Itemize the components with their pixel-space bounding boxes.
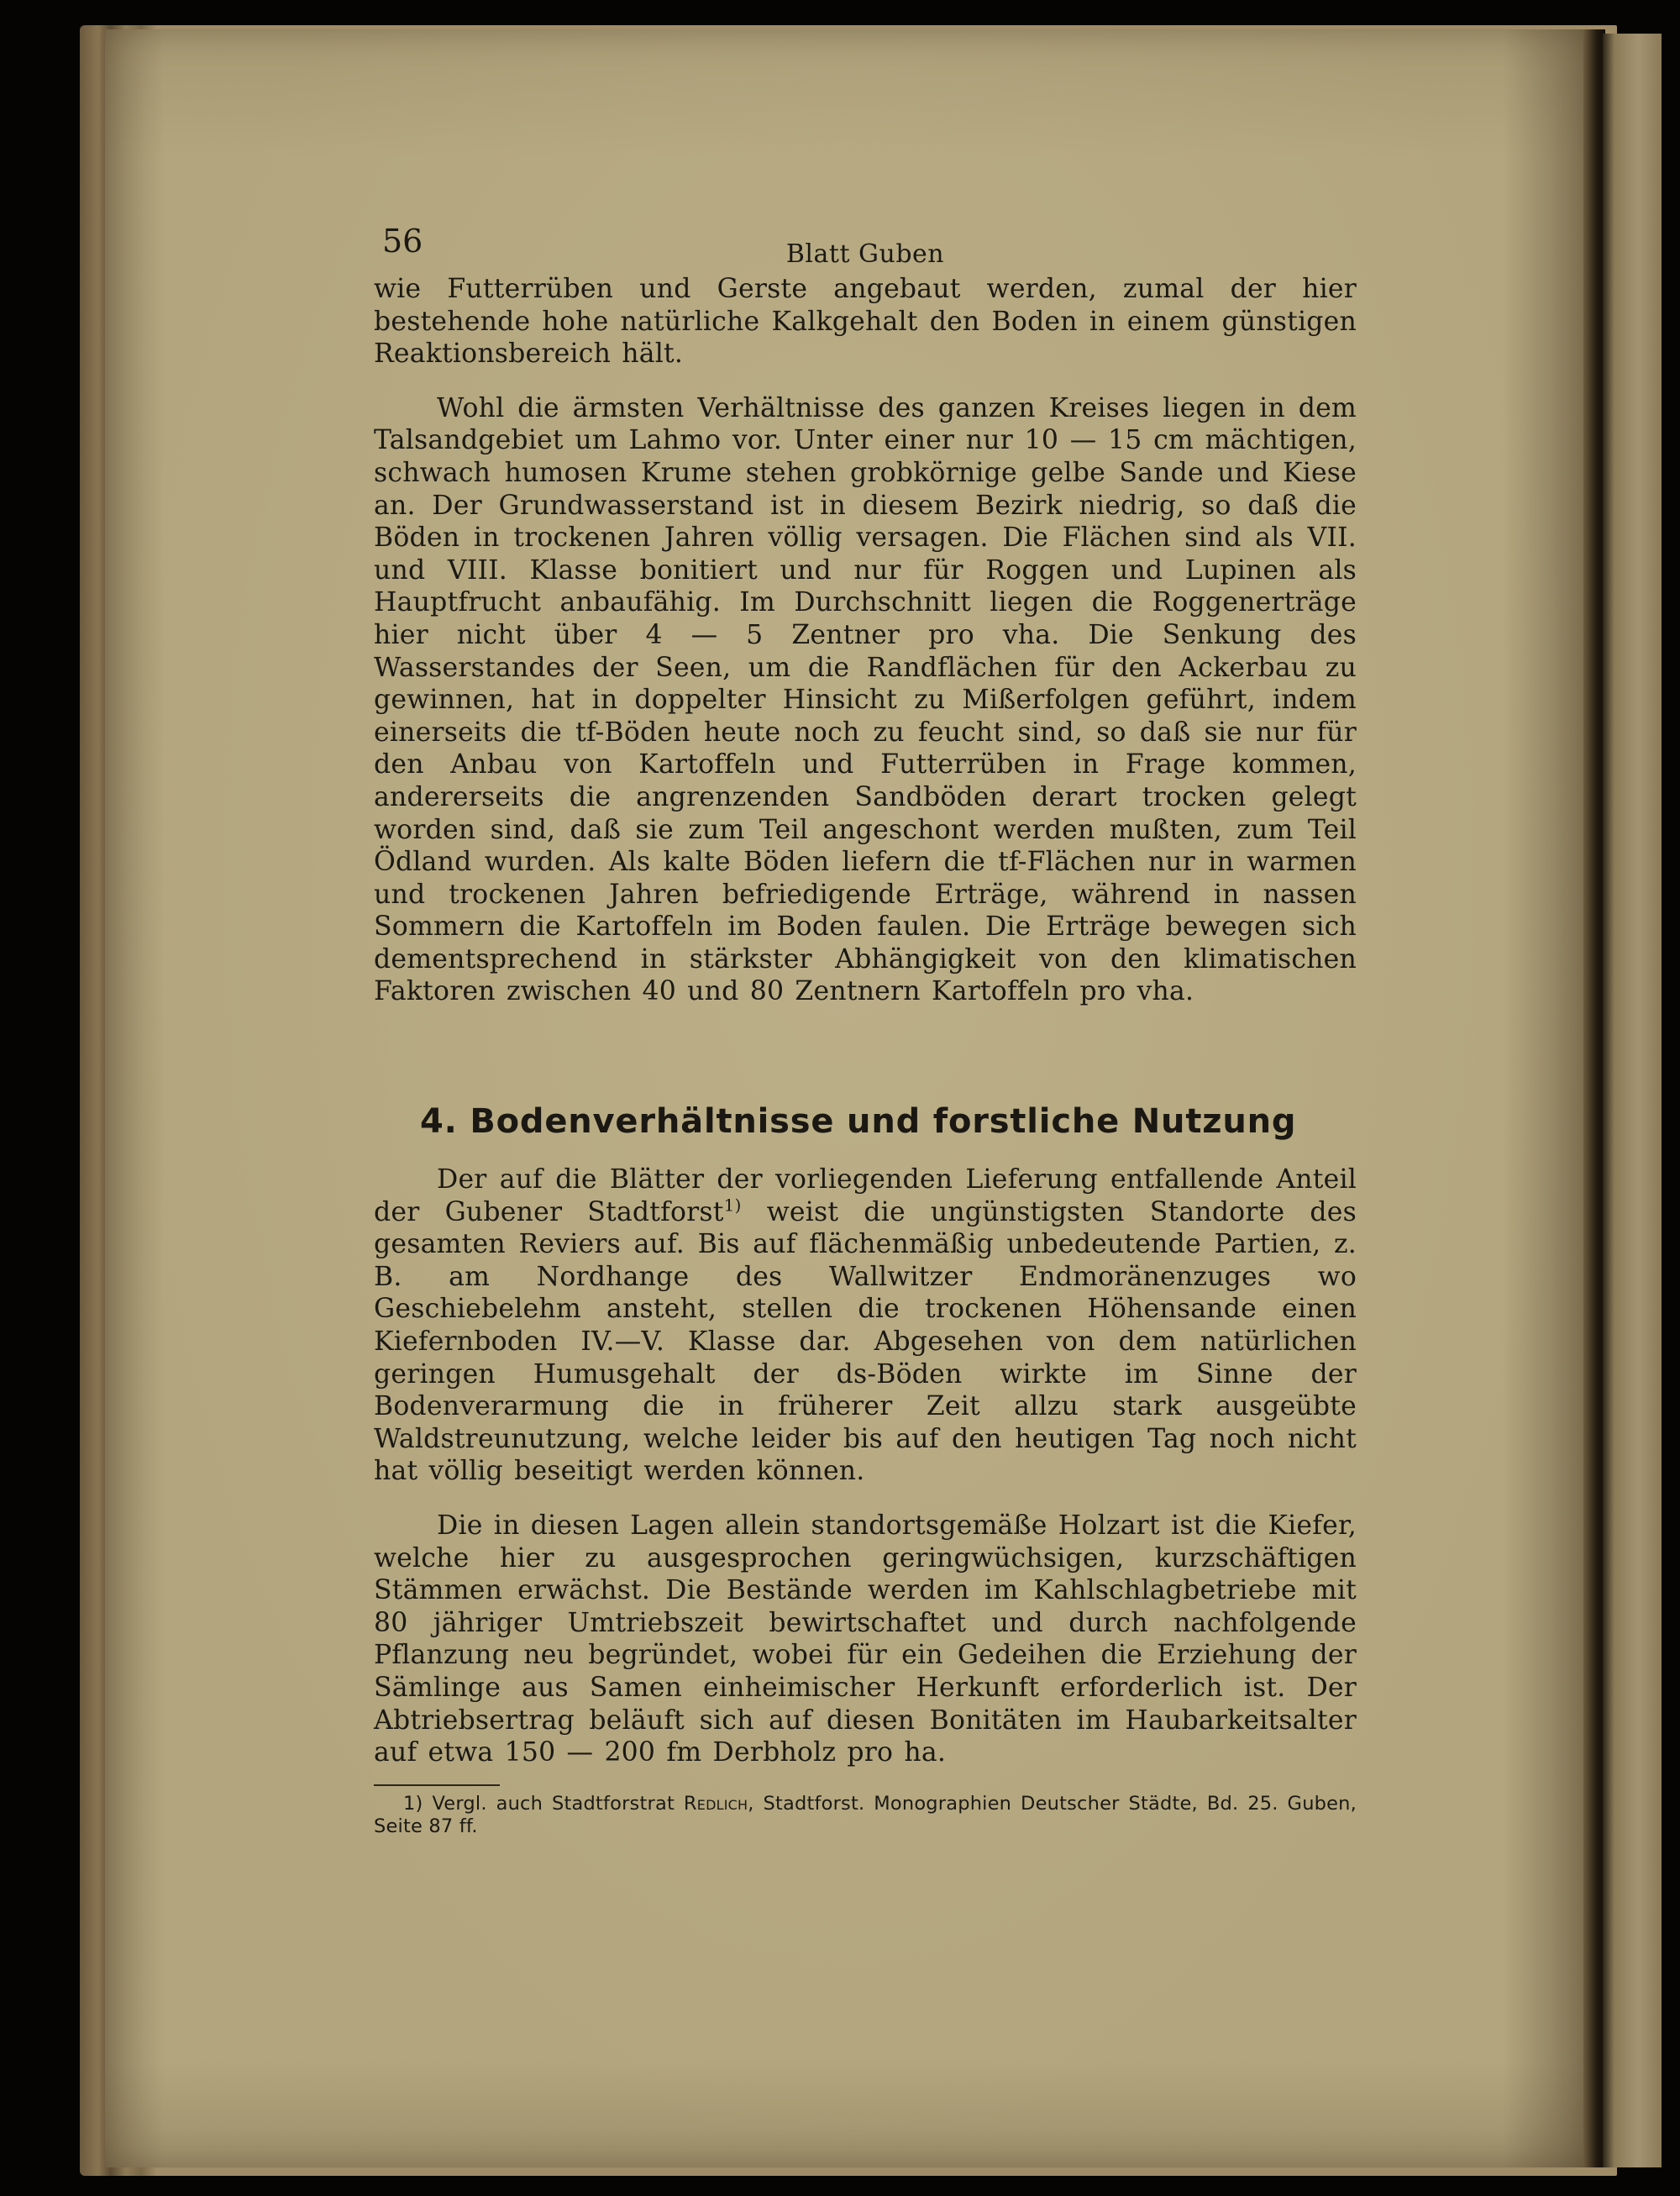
running-head xyxy=(374,223,1357,273)
footnote-author: Redlich xyxy=(683,1792,748,1815)
paragraph-talsandgebiet: Wohl die ärmsten Verhältnisse des ganzen Kreises liegen in dem Talsandgebiet um Lahmo vor. Unter einer nur 10 — 15 cm mächtigen, schwach humosen Krume stehen grobkörnige gelbe Sande und Kiese an. Der Grundwasserstand ist in diesem Bezirk niedrig, so daß die Böden in trockenen Jahren völlig versagen. Die Flächen sind als VII. und VIII. Klasse bonitiert und nur für Roggen und Lupinen als Hauptfrucht anbaufähig. Im Durchschnitt liegen die Roggenerträge hier nicht über 4 — 5 Zentner pro vha. Die Senkung des Wasserstandes der Seen, um die Randflächen für den Ackerbau zu gewinnen, hat in doppelter Hinsicht zu Mißerfolgen geführt, indem einerseits die tf-Böden heute noch zu feucht sind, so daß sie nur für den Anbau von Kartoffeln und Futterrüben in Frage kommen, andererseits die angrenzenden Sandböden derart trocken gelegt worden sind, daß sie zum Teil angeschont werden mußten, zum Teil Ödland wurden. Als kalte Böden liefern die tf-Flächen nur in warmen und trockenen Jahren befriedigende Erträge, während in nassen Sommern die Kartoffeln im Boden faulen. Die Erträge bewegen sich dementsprechend in stärkster Abhängigkeit von den klimatischen Faktoren zwischen 40 und 80 Zentnern Kartoffeln pro vha. xyxy=(374,392,1357,1007)
next-page-edge xyxy=(1603,34,1662,2167)
footnote-text-1: Vergl. auch Stadtforstrat xyxy=(423,1792,684,1815)
footnote-marker: 1) xyxy=(403,1792,423,1815)
paragraph-stadtforst-text-2: weist die ungünstigsten Standorte des gesamten Reviers auf. Bis auf flächenmäßig unbedeutende Partien, z. B. am Nordhange des Wallwitzer Endmoränenzuges wo Geschiebelehm ansteht, stellen die trockenen Höhensande einen Kiefernboden IV.—V. Klasse dar. Abgesehen von dem natürlichen geringen Humusgehalt der ds-Böden wirkte im Sinne der Bodenverarmung die in früherer Zeit allzu stark ausgeübte Waldstreunutzung, welche leider bis auf den heutigen Tag noch nicht hat völlig beseitigt werden können. xyxy=(374,1196,1357,1487)
running-title: Blatt Guben xyxy=(785,239,945,269)
page-number: 56 xyxy=(382,223,423,260)
footnote xyxy=(374,1793,1357,1838)
footnote-text-2: , Stadtforst. Monographien Deutscher Städte, Bd. 25. Guben, Seite 87 ff. xyxy=(374,1792,1357,1837)
paragraph-stadtforst xyxy=(374,1164,1357,1488)
paragraph-stadtforst-text-1: Der auf die Blätter der vorliegenden Lieferung entfallende Anteil der Gubener Stadtforst xyxy=(374,1164,1357,1227)
paragraph-continuation: wie Futterrüben und Gerste angebaut werden, zumal der hier bestehende hohe natürliche Kalkgehalt den Boden in einem günstigen Reaktionsbereich hält. xyxy=(374,274,1357,370)
text-block xyxy=(374,223,1357,1838)
section-heading: 4. Bodenverhältnisse und forstliche Nutzung xyxy=(420,1102,1297,1142)
footnote-reference: 1) xyxy=(723,1195,742,1216)
footnote-rule xyxy=(374,1784,500,1786)
paragraph-kiefer: Die in diesen Lagen allein standortsgemäße Holzart ist die Kiefer, welche hier zu ausgesprochen geringwüchsigen, kurzschäftigen Stämmen erwächst. Die Bestände werden im Kahlschlagbetriebe mit 80 jähriger Umtriebszeit bewirtschaftet und durch nachfolgende Pflanzung neu begründet, wobei für ein Gedeihen die Erziehung der Sämlinge aus Samen einheimischer Herkunft erforderlich ist. Der Abtriebsertrag beläuft sich auf diesen Bonitäten im Haubarkeitsalter auf etwa 150 — 200 fm Derbholz pro ha. xyxy=(374,1510,1357,1768)
